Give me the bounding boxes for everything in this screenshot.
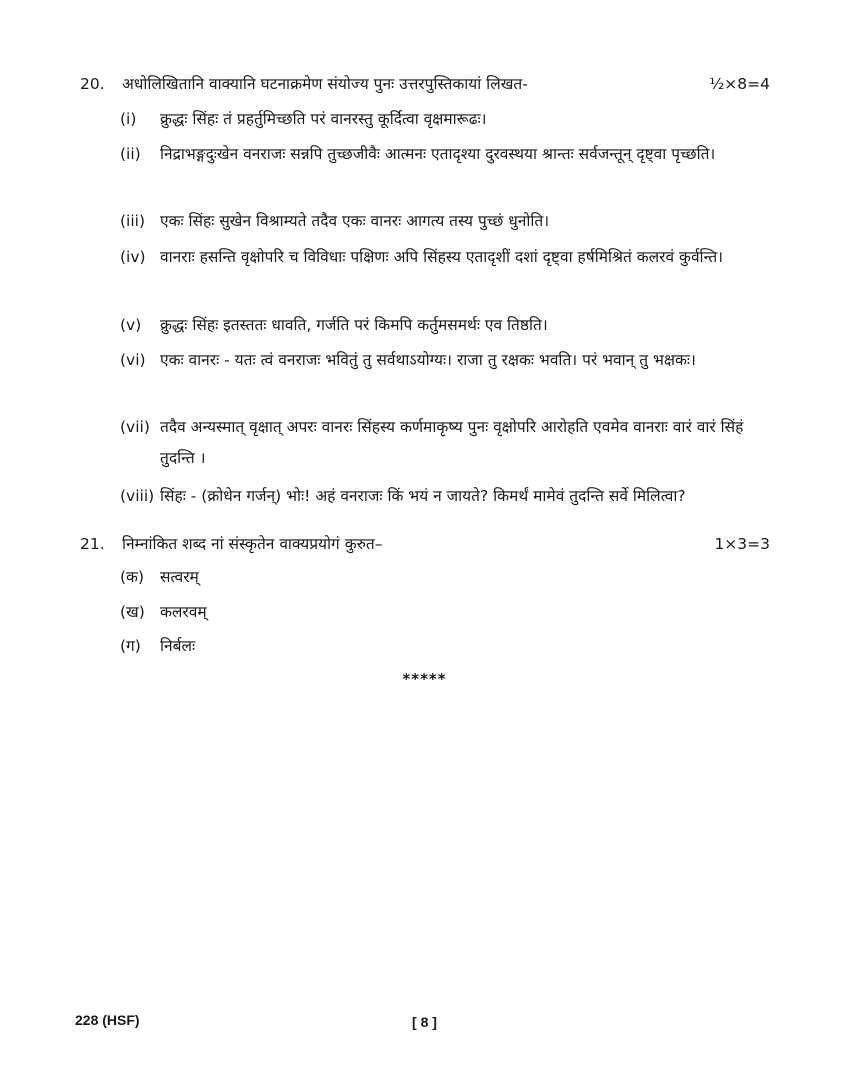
item-text: निर्बलः [160, 637, 196, 655]
item-label: (ii) [120, 145, 141, 163]
item-label: (viii) [120, 487, 155, 505]
item-label: (v) [120, 316, 142, 334]
item-label: (vi) [120, 351, 146, 369]
question-marks: 1×3=3 [714, 535, 770, 553]
end-separator: ***** [402, 670, 447, 688]
paper-code: 228 (HSF) [75, 1012, 140, 1028]
item-text: वानराः हसन्ति वृक्षोपरि च विविधाः पक्षिणः अपि सिंहस्य एतादृशीं दशां दृष्ट्वा हर्षमिश्रितं कलरवं कुर्वन्ति। [160, 248, 724, 266]
item-text: कलरवम् [160, 603, 207, 621]
item-text: एकः वानरः - यतः त्वं वनराजः भवितुं तु सर्वथाऽयोग्यः। राजा तु रक्षकः भवति। परं भवान् तु भक्षकः। [160, 351, 696, 369]
question-instruction: निम्नांकित शब्द नां संस्कृतेन वाक्यप्रयोगं कुरुत– [122, 535, 383, 553]
question-number: 21. [80, 535, 105, 553]
item-text: सत्वरम् [160, 568, 199, 586]
item-text: एकः सिंहः सुखेन विश्राम्यते तदैव एकः वानरः आगत्य तस्य पुच्छं धुनोति। [160, 212, 550, 230]
page-number: [ 8 ] [412, 1014, 437, 1030]
item-label: (iv) [120, 248, 146, 266]
item-label: (vii) [120, 418, 150, 436]
item-label: (ख) [120, 603, 145, 621]
item-label: (iii) [120, 212, 146, 230]
item-text: निद्राभङ्गदुःखेन वनराजः सन्नपि तुच्छजीवैः आत्मनः एतादृश्या दुरवस्थया श्रान्तः सर्वजन्तून् दृष्ट्वा पृच्छति। [160, 145, 716, 163]
item-text: क्रुद्धः सिंहः इतस्ततः धावति, गर्जति परं किमपि कर्तुमसमर्थः एव तिष्ठति। [160, 316, 548, 334]
item-text: सिंहः - (क्रोधेन गर्जन्) भोः! अहं वनराजः किं भयं न जायते? किमर्थं मामेवं तुदन्ति सर्वे मिलित्वा? [160, 487, 686, 505]
item-text: तदैव अन्यस्मात् वृक्षात् अपरः वानरः सिंहस्य कर्णमाकृष्य पुनः वृक्षोपरि आरोहति एवमेव वानराः वारं वारं सिंहं तुदन्ति । [160, 418, 744, 467]
item-label: (i) [120, 110, 137, 128]
item-label: (ग) [120, 637, 141, 655]
question-marks: ½×8=4 [709, 75, 770, 93]
item-label: (क) [120, 568, 144, 586]
item-text: क्रुद्धः सिंहः तं प्रहर्तुमिच्छति परं वानरस्तु कूर्दित्वा वृक्षमारूढः। [160, 110, 487, 128]
question-number: 20. [80, 75, 105, 93]
question-instruction: अधोलिखितानि वाक्यानि घटनाक्रमेण संयोज्य पुनः उत्तरपुस्तिकायां लिखत- [122, 75, 528, 93]
